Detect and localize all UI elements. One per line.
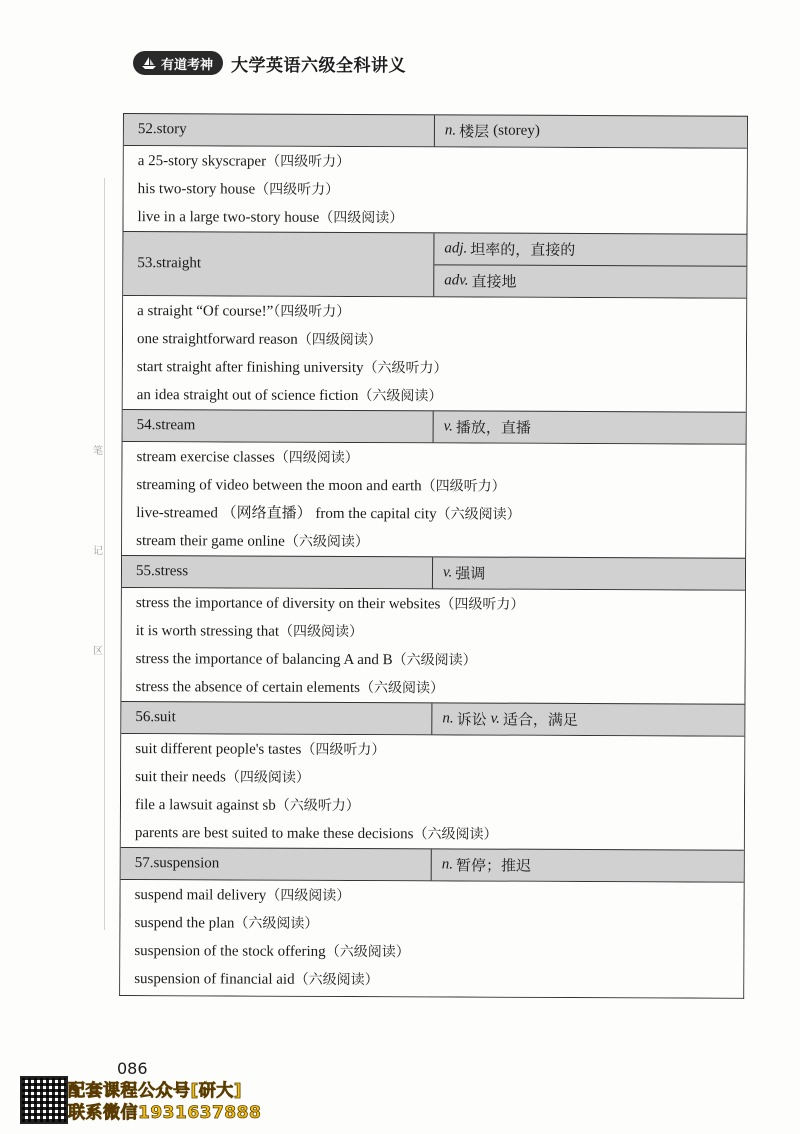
example-source: （六级阅读） <box>436 506 521 523</box>
entry-header <box>124 113 747 149</box>
example-phrase <box>135 673 744 704</box>
entry-word: 53.straight <box>137 255 202 272</box>
example-text: stress the importance of balancing A and B <box>135 651 393 669</box>
meaning-row <box>433 557 745 589</box>
entry-meanings <box>432 557 745 589</box>
example-text: start straight after finishing university <box>136 359 364 377</box>
example-phrase <box>136 443 745 474</box>
example-phrase <box>137 325 746 356</box>
example-list <box>123 146 746 234</box>
vocab-entry <box>121 555 745 704</box>
book-title: 大学英语六级全科讲义 <box>231 55 407 76</box>
vocab-entry <box>122 409 746 558</box>
example-source: （六级阅读） <box>294 971 379 989</box>
meaning-note: (storey) <box>493 122 540 139</box>
example-phrase <box>137 353 746 384</box>
promo-banner-line: 联系微信1931637888 <box>68 1103 262 1123</box>
example-phrase <box>134 937 743 968</box>
example-phrase <box>137 297 746 328</box>
example-source: （六级阅读） <box>392 652 477 669</box>
entry-meanings <box>431 703 744 735</box>
entry-word: 52.story <box>137 121 187 138</box>
entry-word: 55.stress <box>135 563 189 580</box>
example-source: （六级听力） <box>363 360 448 377</box>
meaning-row <box>434 411 746 443</box>
example-text: suspension of financial aid <box>134 971 295 988</box>
example-text: one straightforward reason <box>136 331 298 348</box>
example-text: a 25-story skyscraper <box>137 153 267 170</box>
example-text: file a lawsuit against sb <box>134 797 276 814</box>
example-text: streaming of video between the moon and earth <box>136 477 422 495</box>
vocabulary-table <box>119 113 748 999</box>
vocab-entry <box>121 701 745 850</box>
example-phrase <box>136 499 745 530</box>
entry-meanings <box>431 849 744 881</box>
example-source: （四级阅读） <box>297 331 382 349</box>
entry-meanings <box>434 115 747 147</box>
meaning-text: 直接地 <box>471 272 517 291</box>
example-text: stress the importance of diversity on their websites <box>135 595 441 613</box>
example-text: suspend mail delivery <box>134 887 267 904</box>
example-phrase <box>136 589 745 620</box>
example-phrase <box>137 381 746 412</box>
example-source: （六级阅读） <box>325 943 410 961</box>
entry-meanings <box>433 411 746 443</box>
example-source: （四级阅读） <box>266 887 351 904</box>
part-of-speech: v. <box>490 710 500 727</box>
vocab-entry <box>120 847 744 998</box>
entry-word: 56.suit <box>135 709 176 726</box>
part-of-speech: v. <box>442 564 453 581</box>
margin-label-char: 笔 <box>93 446 103 457</box>
margin-label-char: 区 <box>93 646 103 657</box>
example-list <box>123 296 746 412</box>
page-number: 086 <box>117 1059 148 1078</box>
part-of-speech: adv. <box>444 272 469 289</box>
example-text: suspend the plan <box>134 915 235 932</box>
boat-logo-icon <box>141 56 157 70</box>
example-source: （六级阅读） <box>358 388 443 405</box>
example-text: suit their needs <box>135 769 226 786</box>
meaning-text: 坦率的，直接的 <box>470 240 576 259</box>
entry-header <box>123 409 746 445</box>
example-source: （六级阅读） <box>284 533 369 551</box>
brand-logo <box>133 51 223 75</box>
meaning-text: 适合，满足 <box>502 710 578 729</box>
example-phrase <box>134 965 743 996</box>
part-of-speech: v. <box>443 418 453 435</box>
example-text: an idea straight out of science fiction <box>136 387 359 405</box>
promo-banner-line: 配套课程公众号[研大] <box>68 1081 243 1101</box>
example-phrase <box>135 763 744 794</box>
example-list <box>120 880 743 998</box>
example-source: （六级阅读） <box>413 826 498 843</box>
example-source: （六级阅读） <box>359 680 445 697</box>
notes-margin-divider <box>104 178 105 930</box>
example-text: it is worth stressing that <box>135 623 280 640</box>
part-of-speech: n. <box>441 856 454 873</box>
example-phrase <box>135 881 744 912</box>
example-text: suit different people's tastes <box>135 741 302 758</box>
meaning-row <box>432 849 744 881</box>
example-source: （四级阅读） <box>225 769 310 786</box>
example-text: stress the absence of certain elements <box>135 679 361 697</box>
meaning-text: 暂停；推迟 <box>455 856 532 875</box>
meaning-text: 楼层 <box>459 122 490 141</box>
example-source: （四级阅读） <box>319 209 404 227</box>
meaning-row <box>435 115 747 147</box>
example-text: a straight “Of course!” <box>137 303 274 320</box>
entry-word: 54.stream <box>136 417 196 434</box>
example-source: （四级听力） <box>266 153 351 170</box>
example-phrase <box>135 735 744 766</box>
example-phrase <box>134 909 743 940</box>
example-source: （四级听力） <box>421 478 506 495</box>
example-source: （四级阅读） <box>274 449 359 467</box>
entry-header <box>121 701 744 737</box>
example-phrase <box>135 819 744 850</box>
page-footer <box>20 1058 320 1128</box>
qr-code <box>20 1076 68 1124</box>
example-text: stream exercise classes <box>136 449 275 466</box>
example-source: （四级听力） <box>273 303 351 320</box>
example-text: suspension of the stock offering <box>134 943 326 960</box>
example-phrase <box>136 645 745 676</box>
example-text: his two-story house <box>137 181 256 198</box>
example-source: （四级听力） <box>301 741 386 759</box>
page-header <box>133 48 406 78</box>
entry-header <box>123 231 746 299</box>
part-of-speech: n. <box>444 122 457 139</box>
example-phrase <box>136 617 745 648</box>
entry-word: 57.suspension <box>134 855 220 872</box>
entry-header <box>122 555 745 591</box>
example-source: （四级听力） <box>440 596 525 613</box>
meaning-text: 诉讼 <box>456 710 487 729</box>
example-source: （四级听力） <box>255 181 340 198</box>
example-source: （六级听力） <box>275 797 360 815</box>
meaning-text: 播放，直播 <box>455 418 531 437</box>
example-text: live in a large two-story house <box>137 209 320 226</box>
example-text: live-streamed （网络直播） from the capital city <box>136 505 437 523</box>
example-phrase <box>138 175 747 206</box>
meaning-row <box>434 233 746 265</box>
example-text: stream their game online <box>136 533 285 550</box>
example-phrase <box>136 471 745 502</box>
example-list <box>122 442 745 558</box>
example-phrase <box>136 527 745 558</box>
example-phrase <box>138 147 747 178</box>
part-of-speech: adj. <box>444 240 468 257</box>
part-of-speech: n. <box>442 710 454 727</box>
vocab-entry <box>123 113 747 234</box>
meaning-row <box>432 703 744 735</box>
logo-text: 有道考神 <box>161 57 214 73</box>
example-list <box>121 734 744 850</box>
entry-header <box>121 847 744 883</box>
entry-meanings <box>433 233 746 297</box>
margin-label-char: 记 <box>93 546 103 557</box>
example-text: parents are best suited to make these decisions <box>134 825 414 843</box>
meaning-text: 强调 <box>455 564 486 583</box>
meaning-row <box>434 264 746 297</box>
example-phrase <box>135 791 744 822</box>
example-source: （六级阅读） <box>234 915 319 932</box>
example-source: （四级阅读） <box>279 623 364 641</box>
example-phrase <box>137 203 746 234</box>
vocab-entry <box>123 231 747 412</box>
example-list <box>121 588 744 704</box>
